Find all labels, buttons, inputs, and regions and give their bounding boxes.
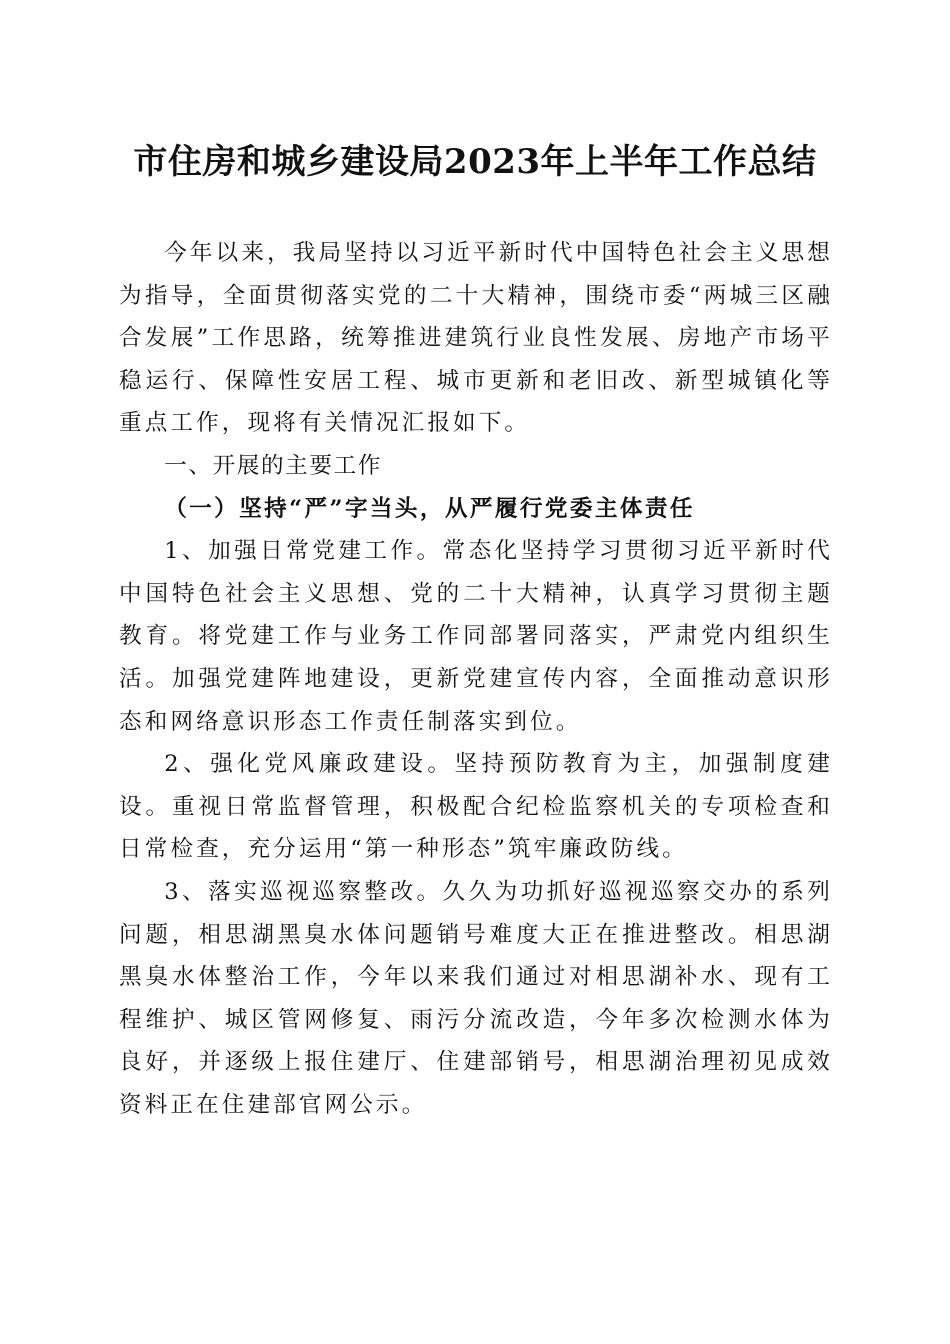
item-paragraph-2: 2、强化党风廉政建设。坚持预防教育为主，加强制度建设。重视日常监督管理，积极配合纪检监察机关的专项检查和日常检查，充分运用“第一种形态”筑牢廉政防线。 <box>119 751 833 863</box>
document-title: 市住房和城乡建设局2023年上半年工作总结 <box>133 142 817 182</box>
item-paragraph-1: 1、加强日常党建工作。常态化坚持学习贯彻习近平新时代中国特色社会主义思想、党的二十大精神，认真学习贯彻主题教育。将党建工作与业务工作同部署同落实，严肃党内组织生活。加强党建阵地建设，更新党建宣传内容，全面推动意识形态和网络意识形态工作责任制落实到位。 <box>119 538 833 735</box>
intro-paragraph: 今年以来，我局坚持以习近平新时代中国特色社会主义思想为指导，全面贯彻落实党的二十大精神，围绕市委“两城三区融合发展”工作思路，统筹推进建筑行业良性发展、房地产市场平稳运行、保障性安居工程、城市更新和老旧改、新型城镇化等重点工作，现将有关情况汇报如下。 <box>119 240 833 437</box>
item-paragraph-3: 3、落实巡视巡察整改。久久为功抓好巡视巡察交办的系列问题，相思湖黑臭水体问题销号难度大正在推进整改。相思湖黑臭水体整治工作，今年以来我们通过对相思湖补水、现有工程维护、城区管网修复、雨污分流改造，今年多次检测水体为良好，并逐级上报住建厅、住建部销号，相思湖治理初见成效资料正在住建部官网公示。 <box>119 878 833 1118</box>
section-heading: 一、开展的主要工作 <box>164 452 382 479</box>
document-body <box>119 232 833 1126</box>
subsection-heading: （一）坚持“严”字当头，从严履行党委主体责任 <box>164 495 695 522</box>
